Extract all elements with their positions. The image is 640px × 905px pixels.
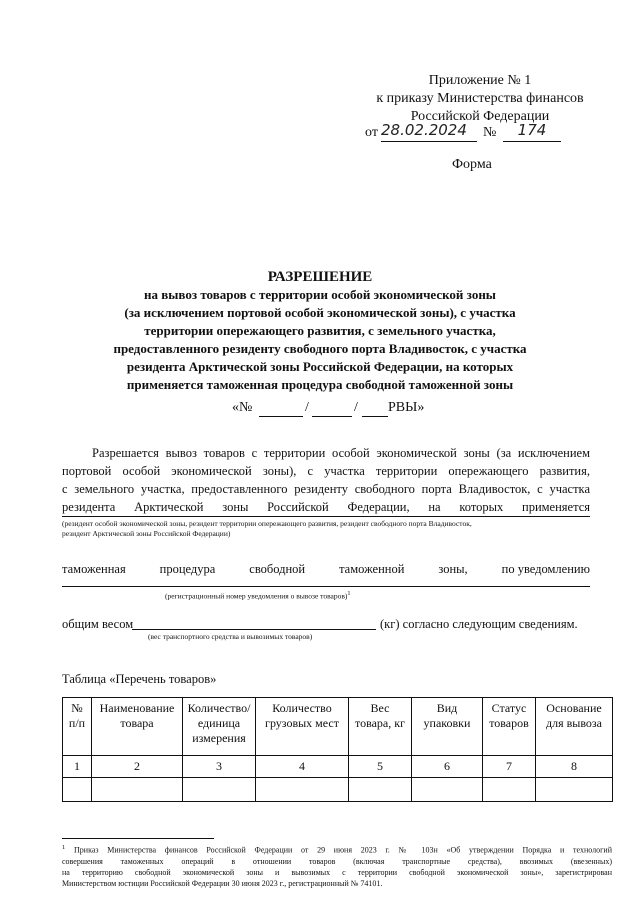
procedure-word: процедура [159,562,216,576]
subtitle-line: резидента Арктической зоны Российской Федерации, на которых [126,359,514,374]
paragraph-line: резидента Арктической зоны Российской Федерации, на которых применяется [62,500,590,514]
header-cell: Количество/ единица измерения [183,698,256,756]
notification-caption [165,589,351,602]
subtitle-line: на вывоз товаров с территории особой экономической зоны [144,287,496,302]
footnote-mark: 1 [62,844,66,851]
footnote-divider [62,838,214,839]
appendix-number: Приложение № 1 [428,73,532,88]
permit-number-separator: / [305,400,309,415]
weight-caption: (вес транспортного средства и вывозимых товаров) [148,632,313,641]
order-date-number [365,121,595,144]
permit-number-blank [312,402,352,417]
table-caption: Таблица «Перечень товаров» [62,672,217,686]
header-row [63,698,613,756]
footnote-line: $^1$ Приказ Министерства финансов Российской Федерации от 29 июня 2023 г. № 103н «Об утверждении Порядка и технологий [62,844,612,855]
table-cell[interactable] [256,778,349,802]
footnote-line: на территорию свободной экономической зоны и вывозимых с территории свободной экономической зоны», зарегистрирован [62,867,612,877]
paragraph-line: Разрешается вывоз товаров с территории особой экономической зоны (за исключением [92,446,590,460]
column-number: 6 [412,756,483,778]
header-cell: № п/п [63,698,92,756]
procedure-word: зоны, [438,562,468,576]
table-cell[interactable] [349,778,412,802]
footnote-ref: 1 [347,590,351,597]
footnote [62,842,612,889]
column-number-row [63,756,613,778]
procedure-word: таможенной [339,562,405,576]
form-label: Форма [452,157,492,172]
caption-line: (резидент особой экономической зоны, резидент территории опережающего развития, резидент свободного порта Владивосток, [62,519,472,528]
subtitle-line: территории опережающего развития, с земельного участка, [144,323,496,338]
header-cell: Наименование товара [92,698,183,756]
ministry-line: Российской Федерации [410,109,550,124]
procedure-word: свободной [249,562,306,576]
header-cell: Основание для вывоза [536,698,613,756]
header-cell: Статус товаров [483,698,536,756]
paragraph-line: портовой особой экономической зоны), с участка территории опережающего развития, [62,464,590,478]
empty-row [63,778,613,802]
table-cell[interactable] [183,778,256,802]
table-cell[interactable] [483,778,536,802]
header-cell: Вид упаковки [412,698,483,756]
paragraph-line: с земельного участка, предоставленного резиденту свободного порта Владивосток, с участка [62,482,590,496]
weight-label: общим весом [62,617,134,631]
weight-tail: (кг) согласно следующим сведениям. [380,617,578,631]
caption-text: (регистрационный номер уведомления о вывозе товаров) [165,591,348,601]
table-cell[interactable] [536,778,613,802]
column-number: 2 [92,756,183,778]
subtitle-line: предоставленного резиденту свободного порта Владивосток, с участка [113,341,527,356]
procedure-word: по уведомлению [501,562,590,576]
column-number: 4 [256,756,349,778]
permit-paragraph [62,444,590,516]
order-line: к приказу Министерства финансов [376,91,584,106]
permit-number-line [232,400,425,420]
resident-field-line[interactable] [62,516,590,517]
column-number: 1 [63,756,92,778]
subtitle-line: (за исключением портовой особой экономической зоны), с участка [124,305,516,320]
column-number: 5 [349,756,412,778]
procedure-line [62,560,590,578]
footnote-line: совершения таможенных операций в отношении товаров (включая транспортные средства), ввозимых (ввезенных) [62,856,612,866]
handwritten-number: 174 [503,121,561,142]
appendix-header [350,72,610,126]
procedure-word: таможенная [62,562,126,576]
header-cell: Вес товара, кг [349,698,412,756]
permit-number-blank [362,402,388,417]
date-prefix: от [365,125,378,140]
caption-line: резидент Арктической зоны Российской Федерации) [62,529,231,538]
goods-table [62,697,613,802]
permit-number-separator: / [354,400,358,415]
handwritten-date: 28.02.2024 [381,121,477,142]
column-number: 8 [536,756,613,778]
weight-field[interactable] [132,629,376,630]
number-sign: № [483,125,497,140]
notification-number-field[interactable] [62,586,590,587]
permit-number-blank [259,402,303,417]
permit-number-suffix: РВЫ» [388,400,425,415]
title-subtitle [60,286,580,394]
table-cell[interactable] [412,778,483,802]
column-number: 7 [483,756,536,778]
resident-field-caption [62,519,592,539]
table-cell[interactable] [92,778,183,802]
document-title: РАЗРЕШЕНИЕ [267,269,373,285]
header-cell: Количество грузовых мест [256,698,349,756]
subtitle-line: применяется таможенная процедура свободной таможенной зоны [126,377,514,392]
footnote-line: Министерством юстиции Российской Федерации 30 июня 2023 г., регистрационный № 74101. [62,878,383,888]
column-number: 3 [183,756,256,778]
permit-number-prefix: «№ [232,400,253,415]
table-cell[interactable] [63,778,92,802]
